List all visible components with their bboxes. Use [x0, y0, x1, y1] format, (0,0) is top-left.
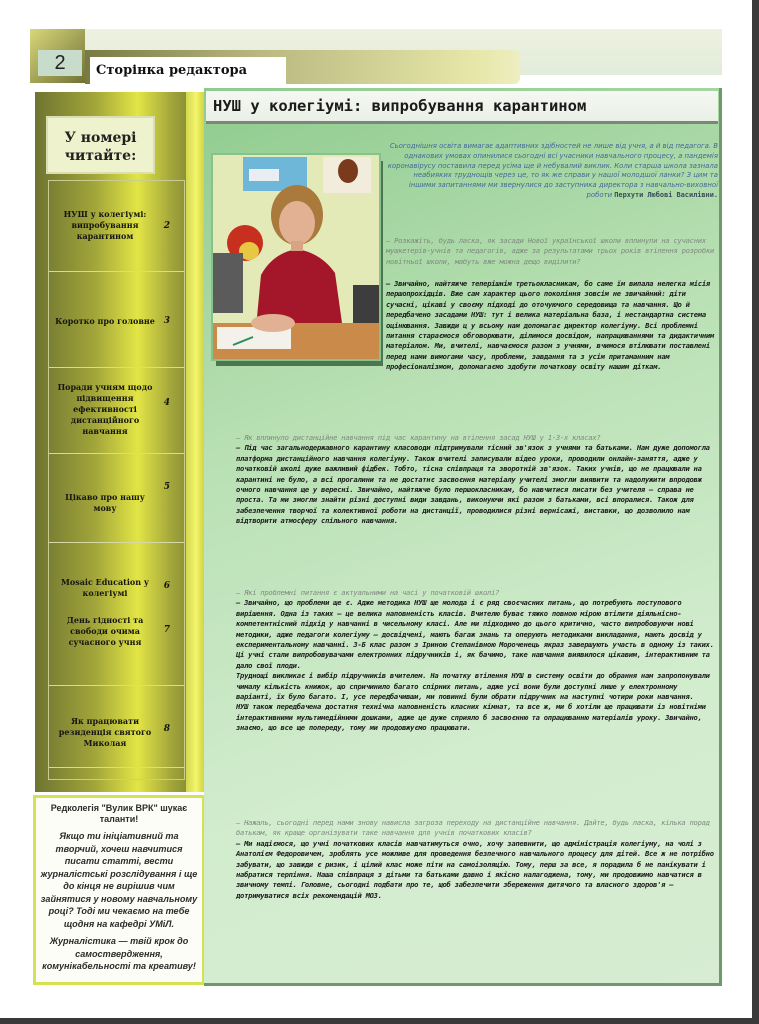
lead-interviewee-name: Перхути Любові Василівни. — [614, 190, 718, 199]
question-4: – Нажаль, сьогодні перед нами знову нависла загроза переходу на дистанційне навчання. Дайте, будь ласка, кілька порад батькам, як краще організувати таке навчання для учнів початкових класів? — [236, 818, 710, 838]
toc-item-page: 2 — [163, 221, 170, 231]
question-2: – Як вплинуло дистанційне навчання під час карантину на втілення засад НУШ у 1-3-х класах? — [236, 433, 601, 442]
toc-item[interactable] — [49, 368, 184, 454]
article-lead — [386, 142, 718, 201]
toc-heading: У номері читайте: — [46, 116, 155, 174]
question-1: – Розкажіть, будь ласка, як засади Нової української школи вплинули на сучасних мушкетерів-учнів та педагогів, адже за результатами трьох років втілення розробки новітньої школи, мабуть вже можна дещо виділити? — [386, 236, 714, 266]
article-block-1b — [236, 279, 716, 373]
answer-1: – Звичайно, найтяжче теперішнім третьокласникам, бо саме їм випала нелегка місія першопрохідців. Вже сам характер цього покоління зовсім не звичайний: діти сучасні, цікаві у своєму підході до оточуючого середовища та навчання. Що й передбачено засадами НУШ: тут і велика матеріальна база, і нестандартна система оцінювання. Завжди ц у всьому нам допомагає директор колегіуму. Всі проблемні питання стараємося обговорювати, ділимося досвідом, напрацюваннями та дидактичним матеріалом. Ми, вчителі, навчаємося разом з учнями, вчимося втілювати поставлені перед нами вимогами часу, проблеми, завдання та з усім притаманним нам професіоналізмом, допомагаємо здобути початкову освіту нашим діткам. — [386, 279, 714, 372]
promo-body: Якщо ти ініціативний та творчий, хочеш навчитися писати статті, вести журналістські розслідування і ще до кінця не вирішив чим зайнятися у новому навчальному році? Тоді ми чекаємо на тебе щодня на кафедрі УМіЛ. — [40, 831, 198, 929]
toc-item-page: 5 — [163, 482, 170, 492]
toc-item[interactable] — [49, 272, 184, 368]
answer-4: – Ми надіємося, що учні початкових класів навчатимуться очно, хочу запевнити, що адміністрація колегіуму, на чолі з Анатолієм Федоровичем, зроблять усе можливе для проведення безпечного навчального процесу для дітей. Все ж не потрібно забувати, що завжди є ризик, і цілий клас може піти на самоізоляцію. Тому, перш за все, я порадила б не панікувати і набратися терпіння. Наша співпраця з дітьми та батьками давно і якісно налагоджена, тому, ми продовжимо навчатися в звичному темпі. Головне, сьогодні подбати про те, щоб забезпечити збереження дитячого та власного здоров'я – дотримуватися всіх рекомендацій МОЗ. — [236, 838, 714, 900]
toc-item-page: 6 — [163, 581, 170, 591]
toc-item-title: Поради учням щодо підвищення ефективності дистанційного навчання — [57, 382, 153, 436]
answer-3-conclusion: НУШ також передбачена достатня технічна наповненість класних кімнат, та все ж, ми б хотіли ще працювати із новітніми інтерактивними мультимедійними дошками, адже це дуже сприяло б засвоєнню та опрацюванню матеріалів уроку. Звичайно, знаємо, що все ще попереду, тому ми продовжуємо працювати. — [236, 702, 706, 733]
page-number: 2 — [38, 50, 82, 76]
article-block-1 — [386, 236, 716, 267]
toc-item[interactable] — [49, 686, 184, 768]
promo-box — [33, 795, 205, 985]
promo-title: Редколегія "Вулик ВРК" шукає таланти! — [50, 803, 188, 824]
answer-2: – Під час загальнодержавного карантину класоводи підтримували тісний зв'язок з учнями та батьками. Нам дуже допомогла платформа дистанційного навчання колегіуму. Також вчителі записували відео уроки, проводили онлайн-заняття, адже у початковій школі дуже важливий фідбек. Тобто, тісна співпраця та зворотній зв'язок. Таких учнів, що не працювали на карантині не було, а всі прогалини та не достатнє засвоєння матеріалу учителі змогли виявити та надолужити впродовж очного навчання ще у вересні. Звичайно, найтяжче було першокласникам, бо навчитися писати без учителя – справа не проста. Та ми змогли знайти різні доступні види завдань, виконуючи які разом з батьками, всі впоралися. Також для забезпечення творчої та колективної роботи на дистанції, проводилися різні вернісажі, виставки, що дозволило нам відтворити атмосферу спільного навчання. — [236, 443, 710, 526]
toc-item-page: 4 — [163, 398, 170, 408]
section-title: Сторінка редактора — [90, 57, 286, 84]
article-block-4 — [236, 818, 716, 901]
toc-item[interactable] — [49, 543, 184, 686]
answer-3-continued: Труднощі викликає і вибір підручників вчителем. На початку втілення НУШ в систему освіти до обрання нам запропонували чималу кількість книжок, що спричинило багато спірних питань, адже усі вони були доступні лише у електронному варіанті, їх було багато. І, усе передбачивши, ми повинні були обрати підручник на наступні чотири роки навчання. — [236, 671, 710, 702]
toc-item-title: НУШ у колегіумі: випробування карантином — [63, 209, 147, 241]
toc-item-page: 3 — [163, 316, 170, 326]
toc-item-title: Як працювати резиденція святого Миколая — [58, 716, 152, 748]
toc-item-title: День гідності та свободи очима сучасного учня — [66, 615, 144, 647]
article-title: НУШ у колегіумі: випробування карантином — [206, 91, 718, 124]
toc-item[interactable] — [49, 181, 184, 272]
article-block-3 — [236, 588, 716, 734]
article-block-2 — [236, 433, 716, 527]
toc-item-title: Цікаво про нашу мову — [65, 492, 145, 513]
toc-item-page: 7 — [163, 625, 170, 635]
sidebar-edge — [186, 92, 206, 792]
toc-item[interactable] — [49, 454, 184, 543]
question-3: – Які проблемні питання є актуальними на часі у початковій школі? — [236, 588, 500, 597]
toc-item-title: Коротко про головне — [55, 316, 155, 326]
lead-text: Сьогоднішня освіта вимагає адаптивних здібностей не лише від учня, а й від педагога. В однакових умовах опинилися сьогодні всі учасники навчального процесу, а пандемія коронавірусу поставила перед усіма ще й небувалий виклик. Коли старша школа зазнала неабияких труднощів через це, то як же справи у нашої молодшої ланки? З цим та іншими запитаннями ми звернулися до заступника директора з навчально-виховної роботи — [387, 142, 718, 199]
promo-footer: Журналістика — твій крок до самоствердження, комунікабельності та креативу! — [42, 936, 196, 971]
toc-item-page: 8 — [163, 724, 170, 734]
table-of-contents — [48, 180, 185, 780]
answer-3: – Звичайно, що проблеми ще є. Адже методика НУШ ще молода і є ряд своєчасних питань, що потребують поступового вирішення. Одна із таких – це велика наповненість класів. Вчителю буває тяжко повною мірою втілити діяльнісно-компетентнісний підхід у навчанні в чисельному класі. Але ми підходимо до цього критично, часто випробовуючи нові методики, адже педагоги колегіуму – досвідчені, мають багаж знань та оперують методиками викладання, мають досвід у експериментальному навчанні. 3-Б клас разом з Іриною Степанівною Мороченець якраз завершують участь в одному із таких. Ці учні стали випробовувачами електронних підручників і, як бачимо, таке навчання виявилося цікавим, інтерактивним та дало свої плоди. — [236, 598, 714, 670]
toc-item-title: Mosaic Education у колегіумі — [61, 577, 149, 598]
